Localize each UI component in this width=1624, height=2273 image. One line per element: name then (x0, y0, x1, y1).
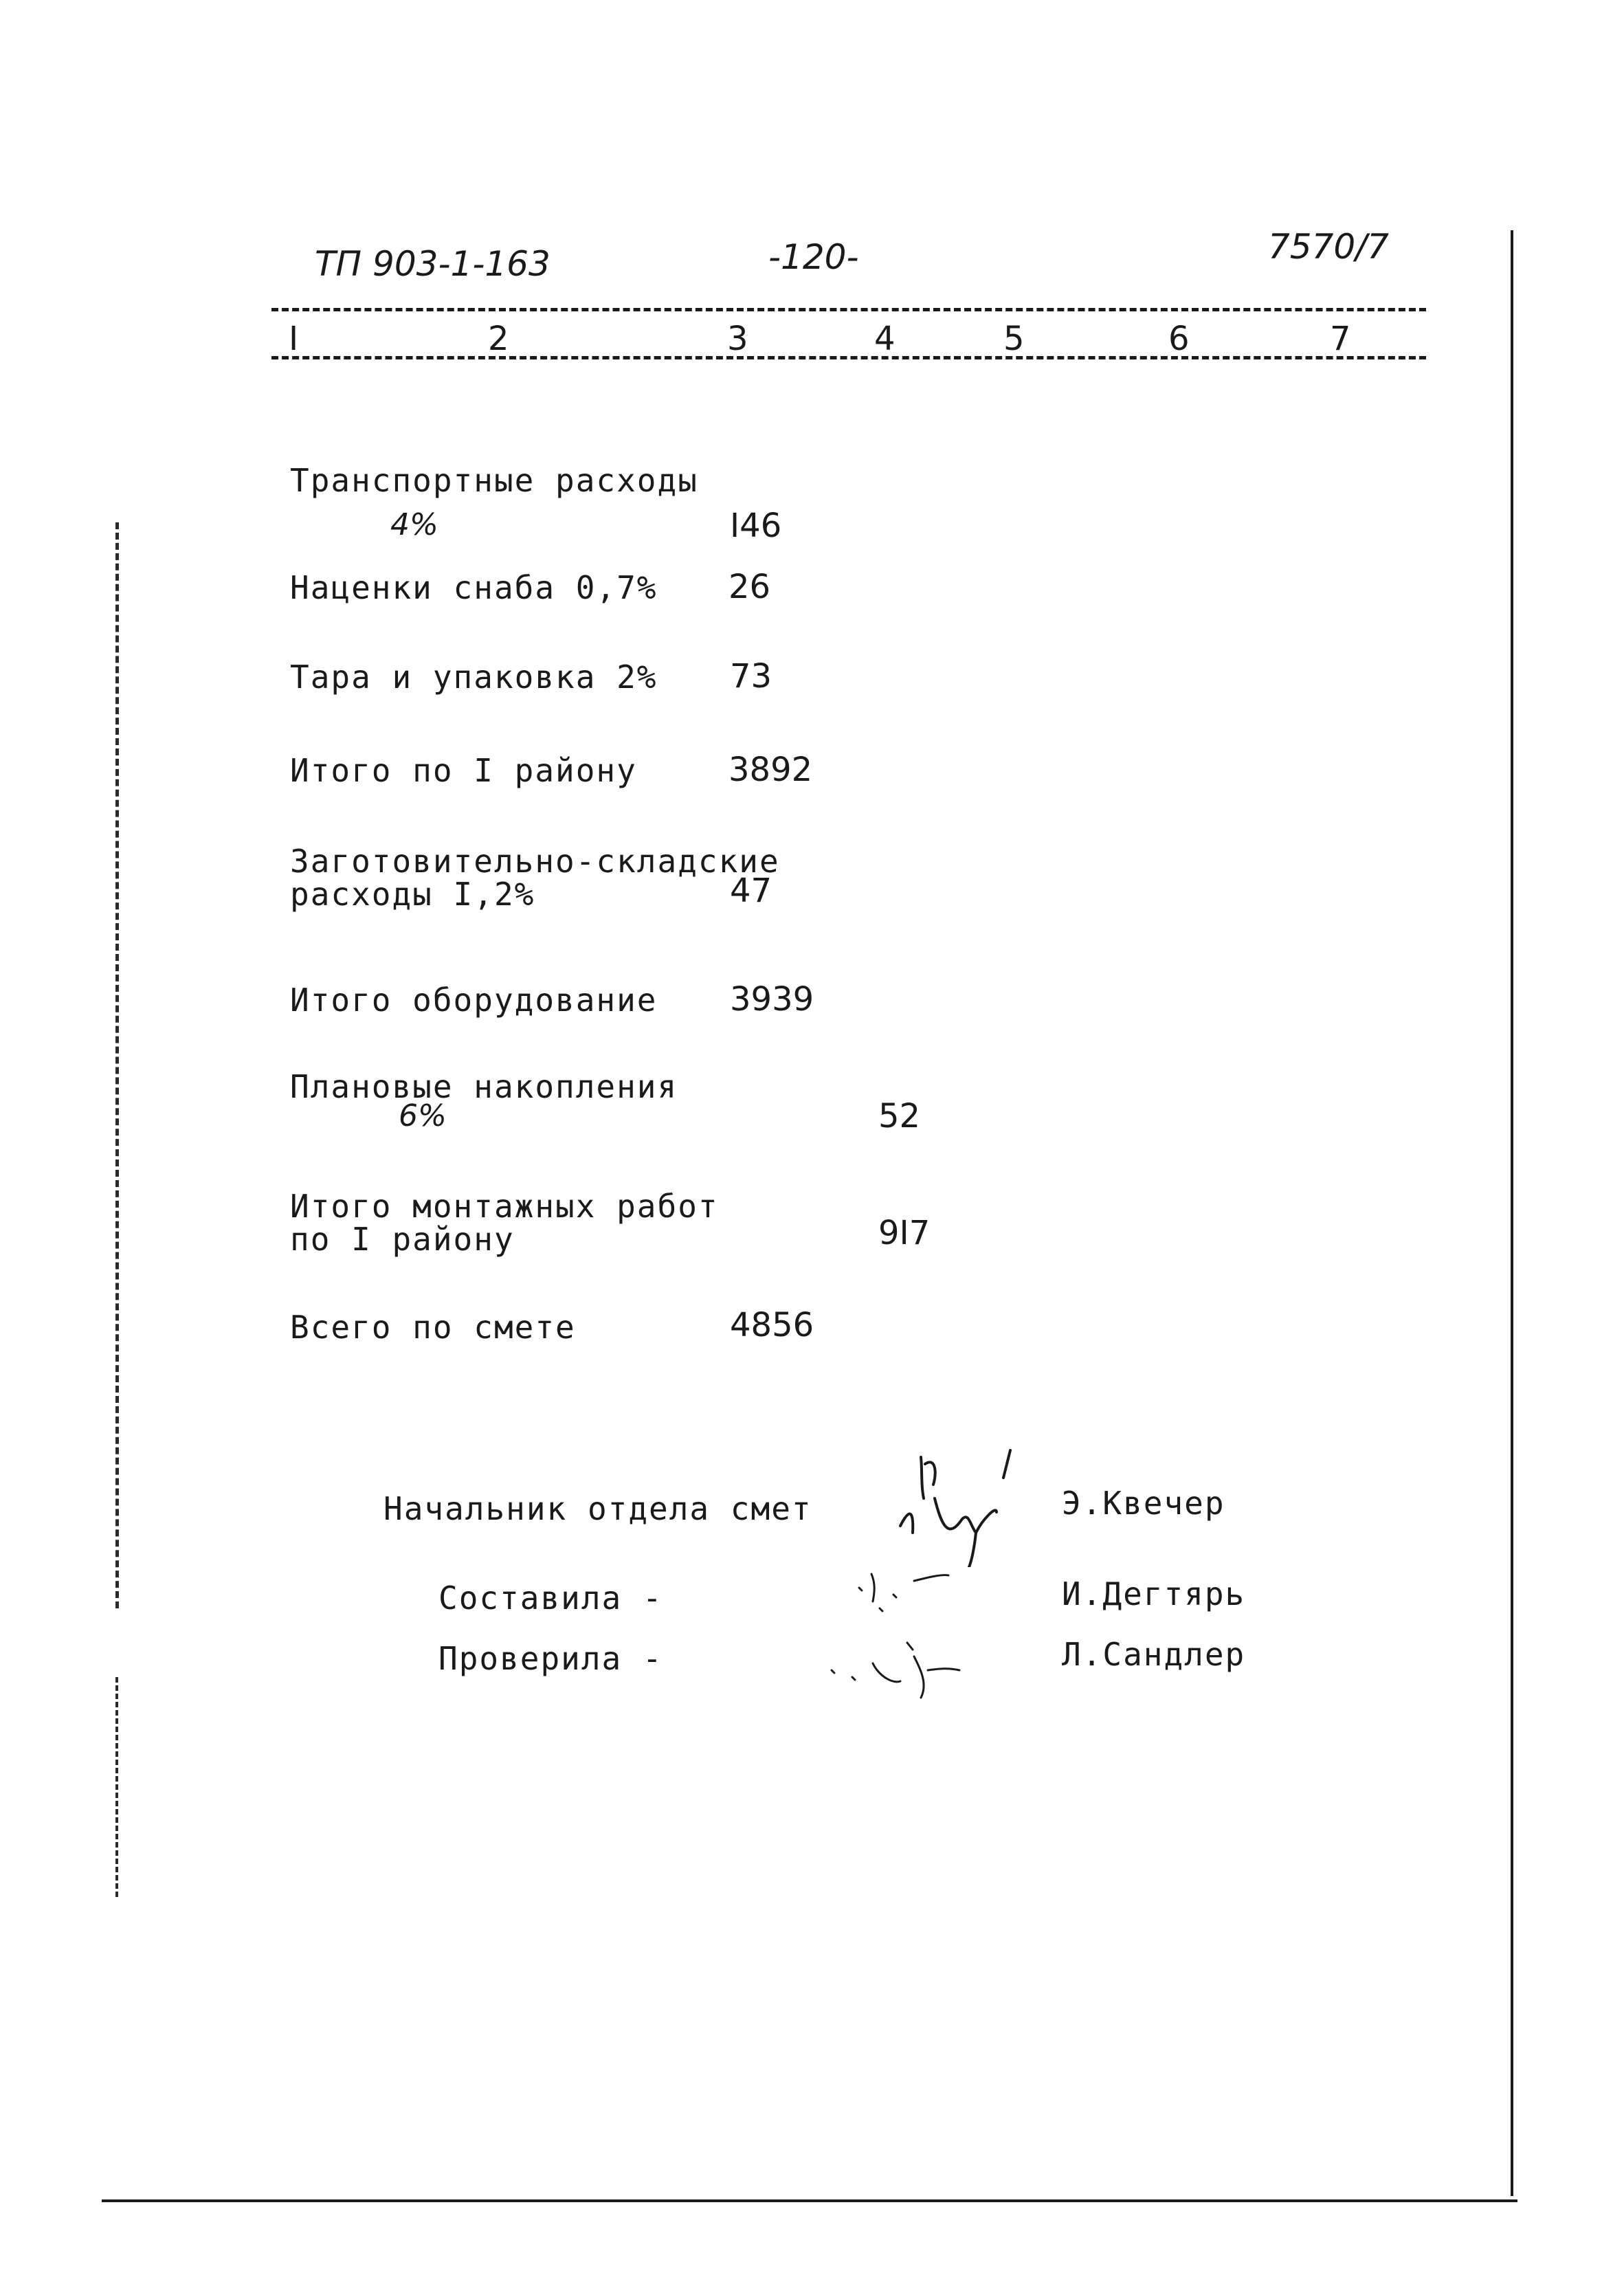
signature-role: Начальник отдела смет (383, 1490, 812, 1527)
row-value: 3892 (728, 751, 813, 789)
column-number-4: 4 (874, 320, 896, 358)
column-number-2: 2 (488, 320, 509, 358)
row-label: Тара и упаковка 2% (290, 658, 658, 696)
row-label: Транспортные расходы (290, 462, 698, 499)
signature-role: Составила - (438, 1579, 663, 1617)
right-frame-line (1511, 230, 1513, 2196)
signature-name: И.Дегтярь (1062, 1575, 1246, 1612)
row-label-line2: расходы I,2% (290, 876, 535, 913)
sheet-code: 7570/7 (1268, 227, 1389, 267)
row-label: Плановые накопления (290, 1068, 678, 1105)
column-number-6: 6 (1168, 320, 1190, 358)
signature-name: Э.Квечер (1062, 1485, 1225, 1522)
header-bottom-dashes (271, 356, 1426, 359)
column-number-7: 7 (1330, 320, 1351, 358)
row-value: 47 (730, 872, 772, 910)
row-value: I46 (730, 507, 782, 545)
row-label-rate: 4% (390, 507, 438, 542)
bottom-frame-line (102, 2199, 1517, 2202)
row-label: Заготовительно-складские (290, 843, 780, 880)
left-margin-marks-lower (115, 1677, 118, 1897)
row-value: 4856 (730, 1306, 814, 1344)
header-top-dashes (271, 308, 1426, 311)
row-label: Всего по смете (290, 1309, 576, 1346)
column-number-1: I (289, 320, 299, 358)
page-number: -120- (768, 237, 859, 277)
left-margin-marks (115, 522, 119, 1608)
row-label: Итого оборудование (290, 982, 658, 1019)
signature-scribble-head (893, 1437, 1045, 1567)
row-label: Итого по I району (290, 752, 637, 789)
signature-scribble-checker (825, 1615, 976, 1705)
column-number-3: 3 (727, 320, 748, 358)
signature-role: Проверила - (438, 1640, 663, 1677)
row-value: 73 (730, 657, 772, 696)
row-value-col4: 9I7 (878, 1214, 931, 1252)
row-value: 26 (728, 568, 771, 606)
row-value-col4: 52 (878, 1097, 921, 1135)
signature-name: Л.Сандлер (1062, 1636, 1246, 1673)
row-value: 3939 (730, 980, 814, 1019)
row-label: Наценки снаба 0,7% (290, 569, 658, 606)
document-code: ТП 903-1-163 (315, 244, 550, 284)
row-label: Итого монтажных работ (290, 1188, 719, 1225)
row-label-rate: 6% (399, 1098, 447, 1133)
column-number-5: 5 (1003, 320, 1025, 358)
row-label-line2: по I району (290, 1221, 515, 1258)
